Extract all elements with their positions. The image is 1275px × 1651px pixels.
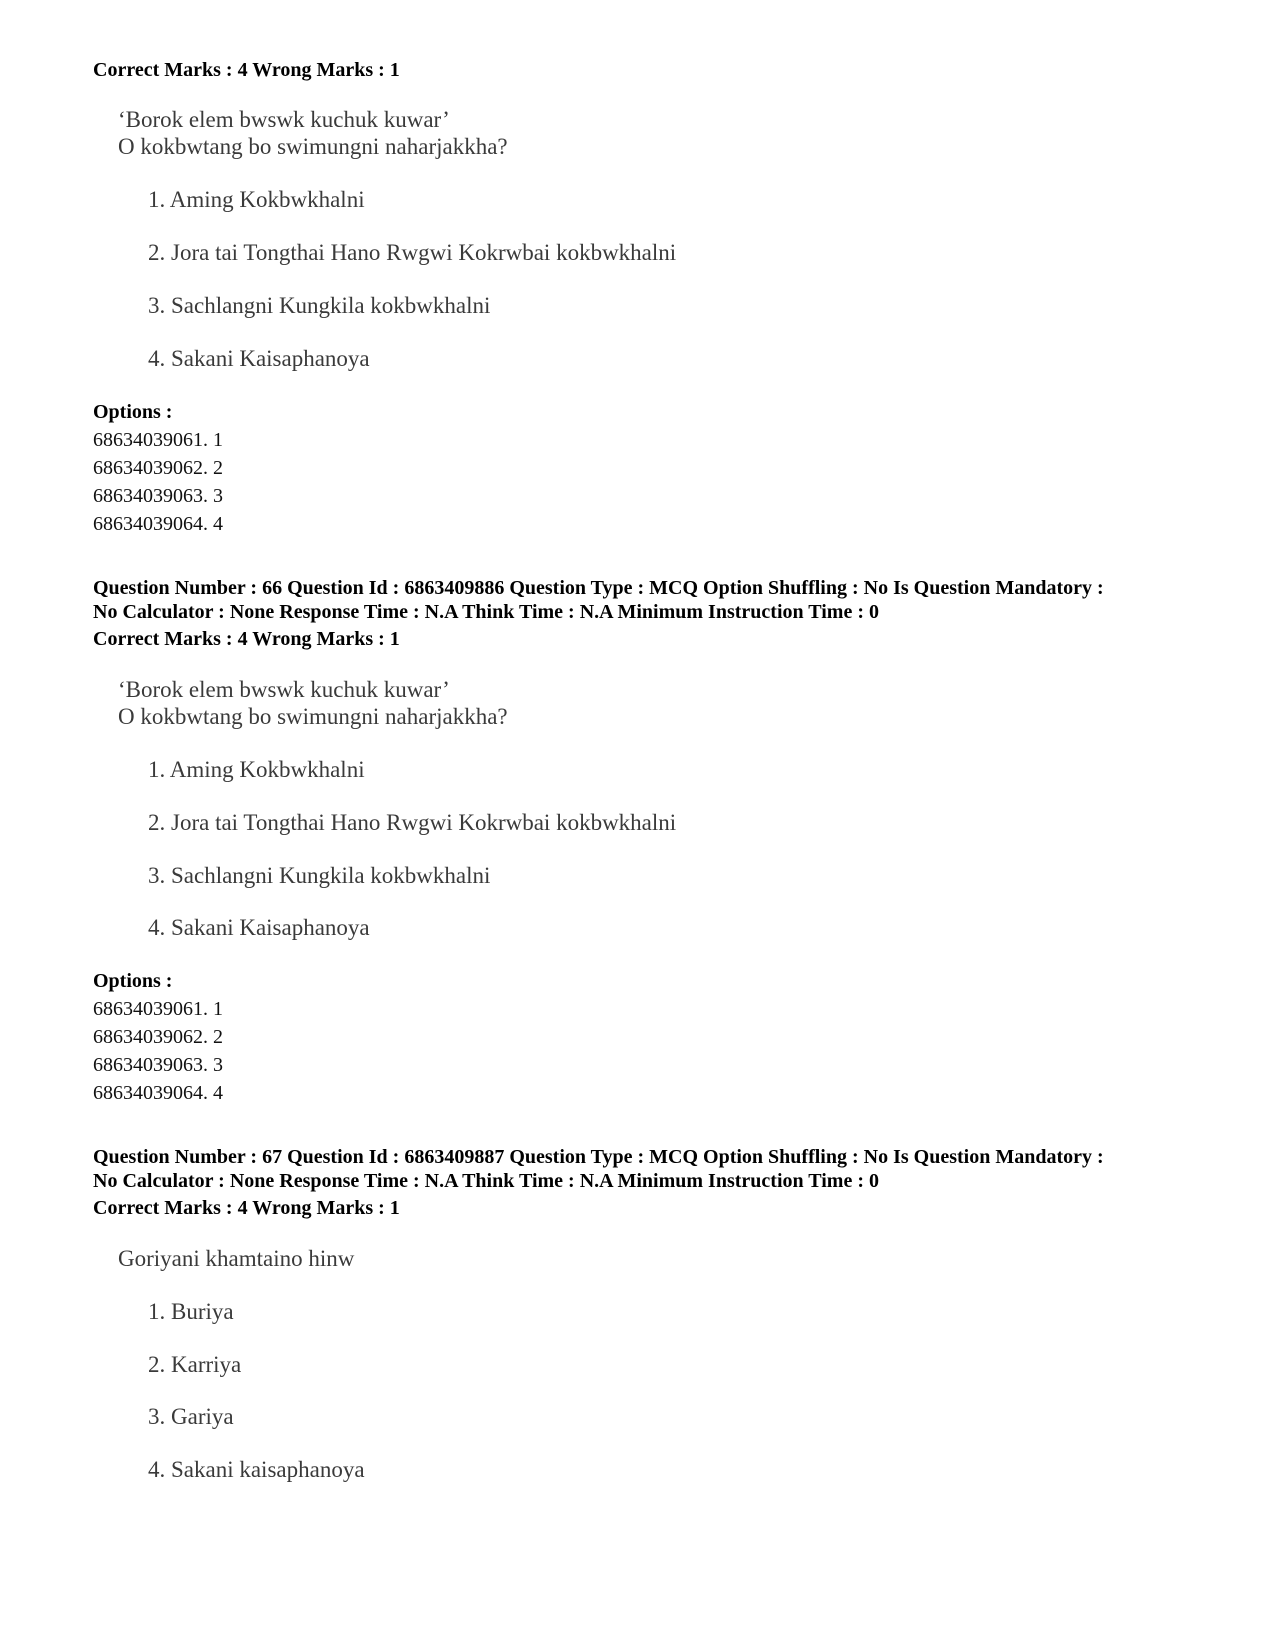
question-header: No Calculator : None Response Time : N.A Think Time : N.A Minimum Instruction Time : 0 (93, 601, 879, 623)
choice-item: 2. Jora tai Tongthai Hano Rwgwi Kokrwbai kokbwkhalni (148, 240, 677, 265)
question-header: No Calculator : None Response Time : N.A Think Time : N.A Minimum Instruction Time : 0 (93, 1170, 879, 1192)
option-id: 68634039064. 4 (93, 513, 223, 535)
marks-line: Correct Marks : 4 Wrong Marks : 1 (93, 628, 400, 650)
question-header: Question Number : 66 Question Id : 6863409886 Question Type : MCQ Option Shuffling : No Is Question Mandatory : (93, 577, 1104, 599)
choice-item: 4. Sakani kaisaphanoya (148, 1457, 365, 1482)
options-label: Options : (93, 970, 173, 992)
choice-item: 1. Buriya (148, 1299, 234, 1324)
choice-item: 1. Aming Kokbwkhalni (148, 187, 365, 212)
question-text: ‘Borok elem bwswk kuchuk kuwar’ (118, 107, 450, 132)
option-id: 68634039063. 3 (93, 485, 223, 507)
choice-item: 2. Karriya (148, 1352, 242, 1377)
question-text: Goriyani khamtaino hinw (118, 1246, 355, 1271)
question-header: Question Number : 67 Question Id : 6863409887 Question Type : MCQ Option Shuffling : No Is Question Mandatory : (93, 1146, 1104, 1168)
option-id: 68634039064. 4 (93, 1082, 223, 1104)
option-id: 68634039061. 1 (93, 998, 223, 1020)
choice-item: 4. Sakani Kaisaphanoya (148, 346, 370, 371)
options-label: Options : (93, 401, 173, 423)
choice-item: 3. Sachlangni Kungkila kokbwkhalni (148, 293, 491, 318)
choice-item: 2. Jora tai Tongthai Hano Rwgwi Kokrwbai kokbwkhalni (148, 810, 677, 835)
choice-item: 4. Sakani Kaisaphanoya (148, 915, 370, 940)
choice-item: 3. Gariya (148, 1404, 234, 1429)
marks-line: Correct Marks : 4 Wrong Marks : 1 (93, 59, 400, 81)
marks-line: Correct Marks : 4 Wrong Marks : 1 (93, 1197, 400, 1219)
question-text: ‘Borok elem bwswk kuchuk kuwar’ (118, 677, 450, 702)
option-id: 68634039062. 2 (93, 457, 223, 479)
option-id: 68634039062. 2 (93, 1026, 223, 1048)
choice-item: 3. Sachlangni Kungkila kokbwkhalni (148, 863, 491, 888)
choice-item: 1. Aming Kokbwkhalni (148, 757, 365, 782)
option-id: 68634039061. 1 (93, 429, 223, 451)
question-text: O kokbwtang bo swimungni naharjakkha? (118, 704, 508, 729)
question-text: O kokbwtang bo swimungni naharjakkha? (118, 134, 508, 159)
option-id: 68634039063. 3 (93, 1054, 223, 1076)
